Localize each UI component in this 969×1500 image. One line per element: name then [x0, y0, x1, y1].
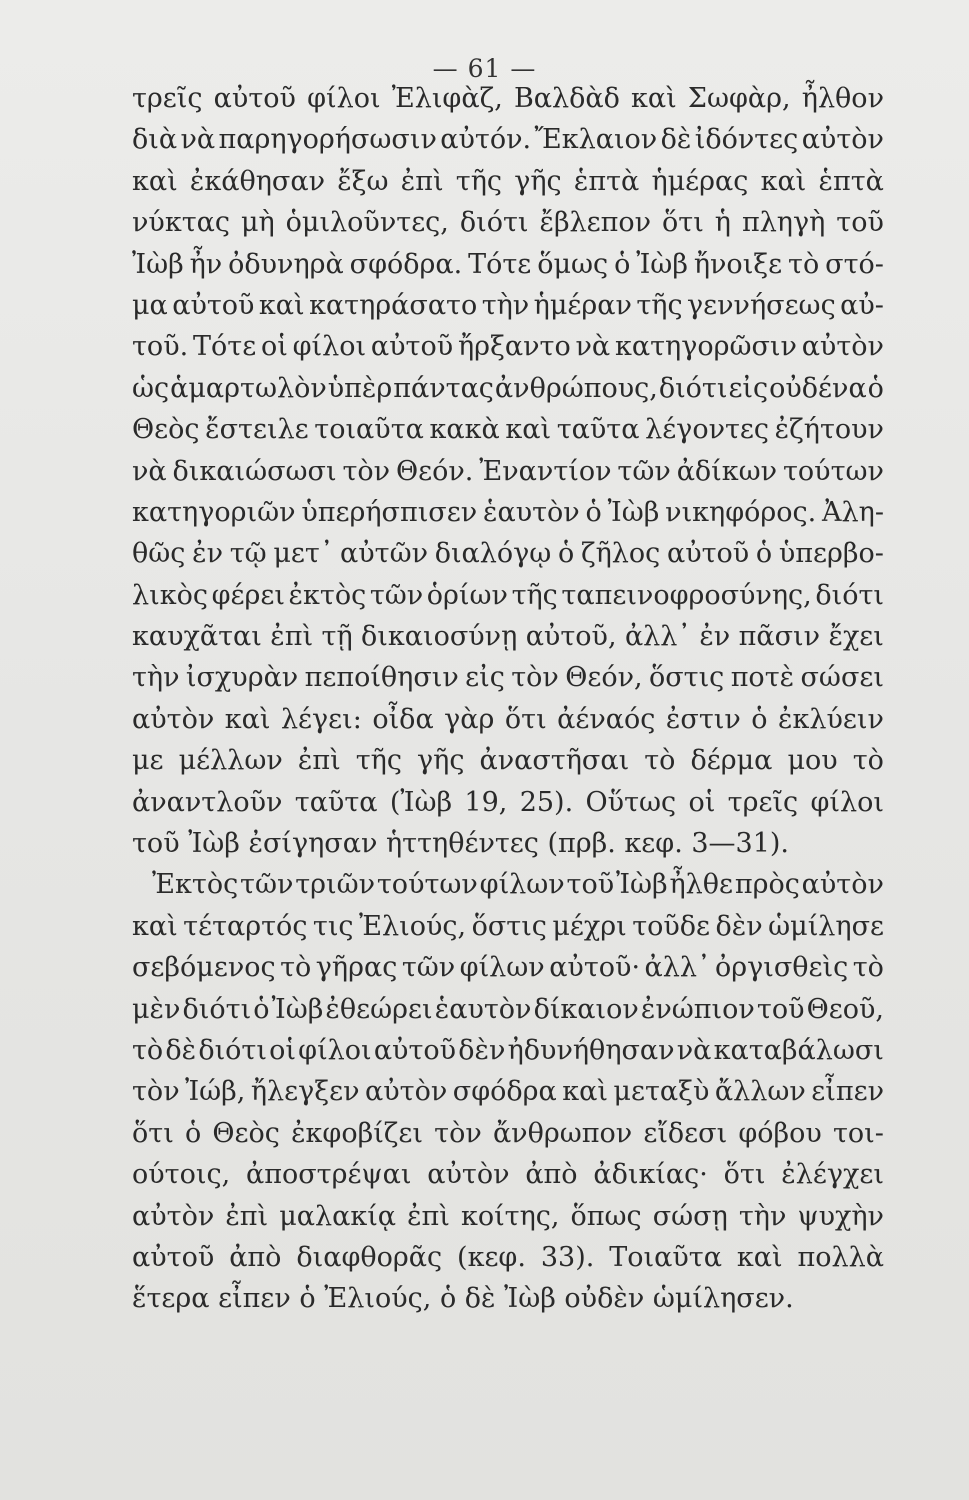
- text-line: αὐτὸν καὶ λέγει: οἶδα γὰρ ὅτι ἀέναός ἐστιν ὁ ἐκλύειν: [132, 703, 884, 735]
- text-line: Ἰὼβ ἦν ὀδυνηρὰ σφόδρα. Τότε ὅμως ὁ Ἰὼβ ἤνοιξε τὸ στό-: [132, 248, 884, 280]
- text-line: διὰ νὰ παρηγορήσωσιν αὐτόν. Ἔκλαιον δὲ ἰδόντες αὐτὸν: [132, 124, 884, 156]
- body-text: [132, 78, 884, 1320]
- text-line: τρεῖς αὐτοῦ φίλοι Ἐλιφὰζ, Βαλδὰδ καὶ Σωφὰρ, ἦλθον: [132, 83, 884, 114]
- text-line: λικὸς φέρει ἐκτὸς τῶν ὁρίων τῆς ταπεινοφροσύνης, διότι: [132, 579, 884, 611]
- text-line: νύκτας μὴ ὁμιλοῦντες, διότι ἔβλεπον ὅτι ἡ πληγὴ τοῦ: [132, 207, 884, 239]
- text-line: σεβόμενος τὸ γῆρας τῶν φίλων αὐτοῦ· ἀλλ᾽ ὀργισθεὶς τὸ: [132, 952, 884, 984]
- text-line: κατηγοριῶν ὑπερήσπισεν ἑαυτὸν ὁ Ἰὼβ νικηφόρος. Ἀλη-: [132, 496, 884, 528]
- text-line: τὸν Ἰώβ, ἤλεγξεν αὐτὸν σφόδρα καὶ μεταξὺ ἄλλων εἶπεν: [132, 1076, 884, 1108]
- text-line: Θεὸς ἔστειλε τοιαῦτα κακὰ καὶ ταῦτα λέγοντες ἐζήτουν: [132, 414, 884, 446]
- text-line: ούτοις, ἀποστρέψαι αὐτὸν ἀπὸ ἀδικίας· ὅτι ἐλέγχει: [132, 1159, 884, 1191]
- text-line: καὶ τέταρτός τις Ἐλιούς, ὅστις μέχρι τοῦδε δὲν ὡμίλησε: [132, 910, 884, 942]
- text-line: Ἐκτὸς τῶν τριῶν τούτων φίλων τοῦ Ἰὼβ ἦλθε πρὸς αὐτὸν: [152, 869, 884, 901]
- text-line: αὐτοῦ ἀπὸ διαφθορᾶς (κεφ. 33). Τοιαῦτα καὶ πολλὰ: [132, 1241, 884, 1273]
- text-line: ὅτι ὁ Θεὸς ἐκφοβίζει τὸν ἄνθρωπον εἴδεσι φόβου τοι-: [132, 1117, 884, 1149]
- text-line: ὡς ἁμαρτωλὸν ὑπὲρ πάντας ἀνθρώπους, διότι εἰς οὐδένα ὁ: [132, 372, 884, 404]
- text-line: νὰ δικαιώσωσι τὸν Θεόν. Ἐναντίον τῶν ἀδίκων τούτων: [132, 455, 884, 487]
- text-line: καὶ ἐκάθησαν ἔξω ἐπὶ τῆς γῆς ἑπτὰ ἡμέρας καὶ ἑπτὰ: [132, 165, 884, 197]
- text-line: τοῦ. Τότε οἱ φίλοι αὐτοῦ ἤρξαντο νὰ κατηγορῶσιν αὐτὸν: [132, 331, 884, 363]
- text-line: ἀναντλοῦν ταῦτα (Ἰὼβ 19, 25). Οὕτως οἱ τρεῖς φίλοι: [132, 786, 884, 818]
- page-number: — 61 —: [432, 54, 537, 83]
- text-line: καυχᾶται ἐπὶ τῇ δικαιοσύνῃ αὐτοῦ, ἀλλ᾽ ἐν πᾶσιν ἔχει: [132, 621, 884, 653]
- text-line: αὐτὸν ἐπὶ μαλακίᾳ ἐπὶ κοίτης, ὅπως σώσῃ τὴν ψυχὴν: [132, 1200, 884, 1232]
- text-line: τὴν ἰσχυρὰν πεποίθησιν εἰς τὸν Θεόν, ὅστις ποτὲ σώσει: [132, 662, 884, 694]
- text-line: μὲν διότι ὁ Ἰὼβ ἐθεώρει ἑαυτὸν δίκαιον ἐνώπιον τοῦ Θεοῦ,: [132, 993, 884, 1025]
- text-line: ἕτερα εἶπεν ὁ Ἐλιούς, ὁ δὲ Ἰὼβ οὐδὲν ὡμίλησεν.: [132, 1283, 794, 1315]
- text-line: μα αὐτοῦ καὶ κατηράσατο τὴν ἡμέραν τῆς γεννήσεως αὐ-: [132, 289, 884, 321]
- text-line: με μέλλων ἐπὶ τῆς γῆς ἀναστῆσαι τὸ δέρμα μου τὸ: [132, 745, 884, 777]
- text-line: τοῦ Ἰὼβ ἐσίγησαν ἡττηθέντες (πρβ. κεφ. 3—31).: [132, 828, 790, 860]
- text-line: τὸ δὲ διότι οἱ φίλοι αὐτοῦ δὲν ἠδυνήθησαν νὰ καταβάλωσι: [132, 1034, 884, 1066]
- text-line: θῶς ἐν τῷ μετ᾽ αὐτῶν διαλόγῳ ὁ ζῆλος αὐτοῦ ὁ ὑπερβο-: [132, 538, 884, 570]
